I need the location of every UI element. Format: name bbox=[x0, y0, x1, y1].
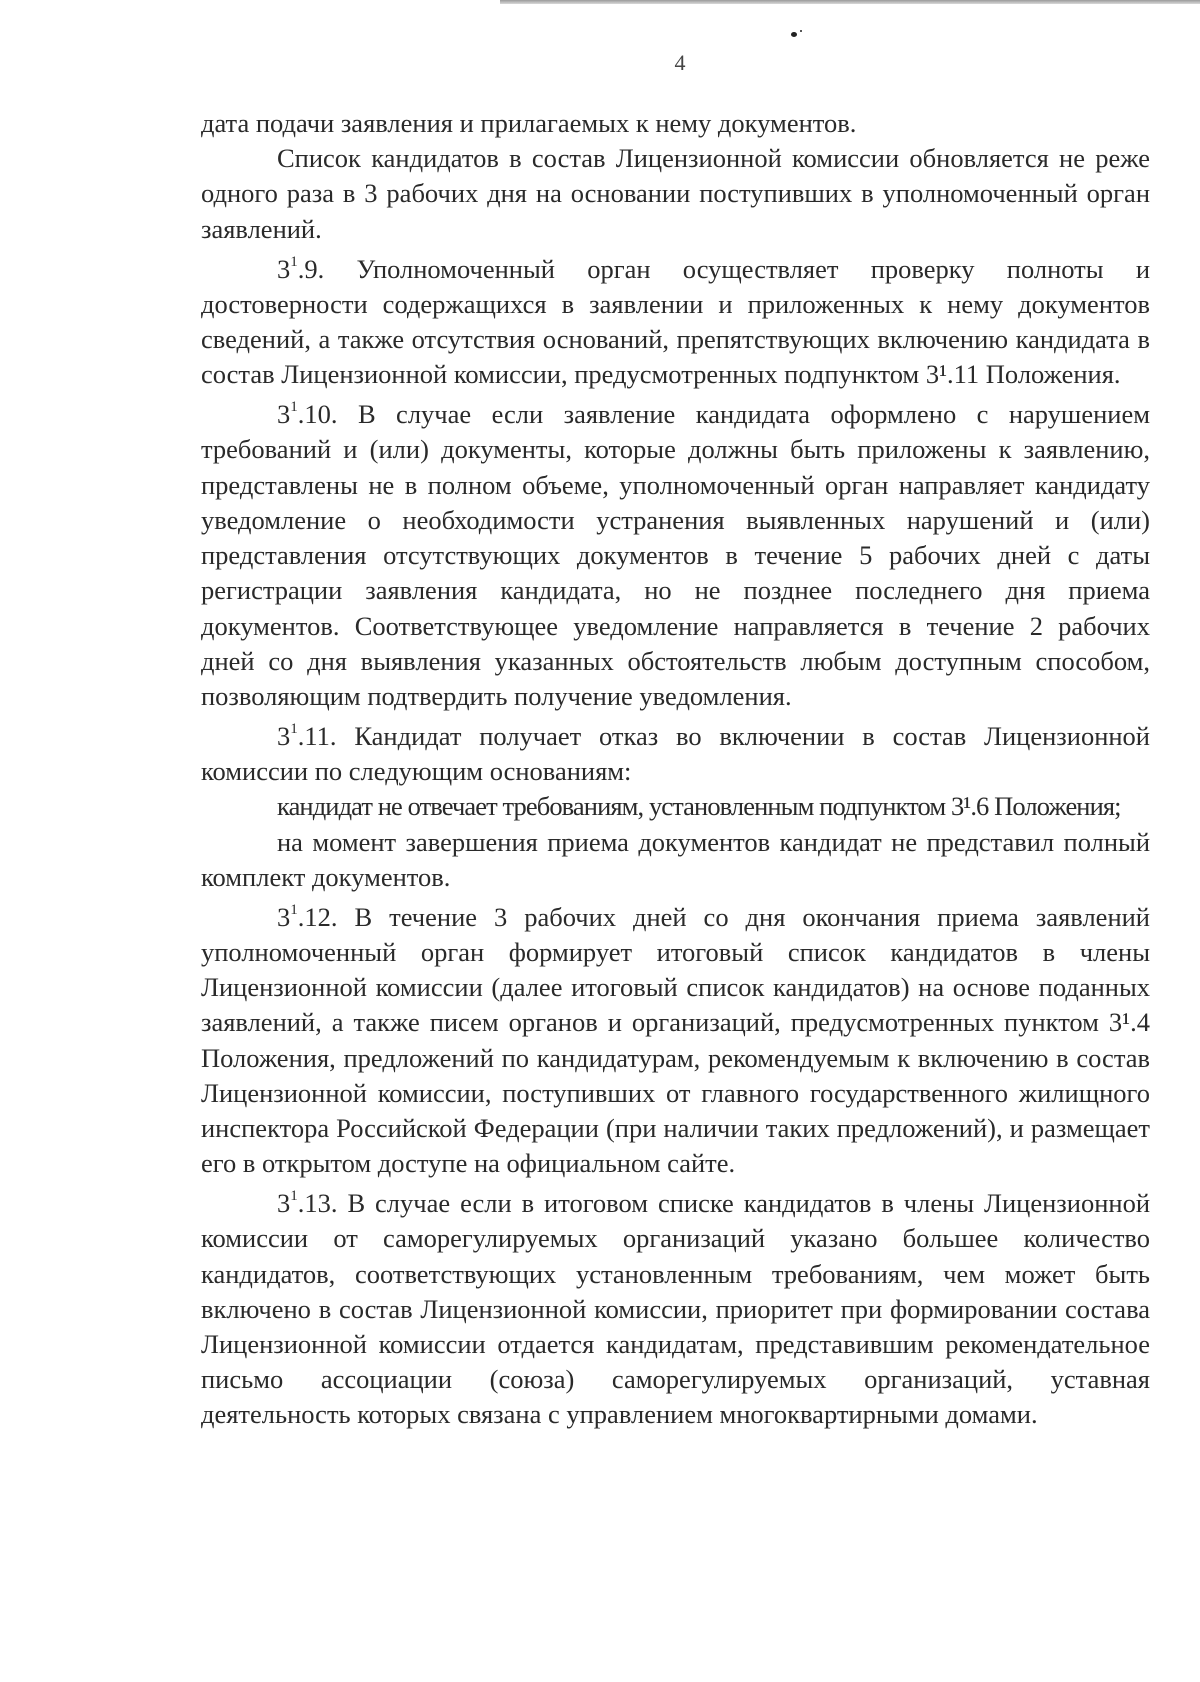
paragraph-text: кандидат не отвечает требованиям, установленным подпунктом 3¹.6 Положения; bbox=[277, 791, 1121, 822]
clause-number: $3^1.11$. bbox=[277, 720, 337, 751]
list-item bbox=[201, 789, 1150, 824]
clause-number: $3^1.10$. bbox=[277, 399, 338, 430]
document-body bbox=[201, 106, 1150, 1433]
paragraph-text: Кандидат получает отказ во включении в состав Лицензионной комиссии по следующим основаниям: bbox=[201, 720, 1150, 787]
paragraph-text: на момент завершения приема документов кандидат не представил полный комплект документов. bbox=[201, 826, 1150, 892]
clause-number: $3^1.9$. bbox=[277, 253, 325, 284]
paragraph-text: В случае если заявление кандидата оформлено с нарушением требований и (или) документы, которые должны быть приложены к заявлению, представлены не в полном объеме, уполномоченный орган направляет кандидату уведомление о необходимости устранения выявленных нарушений и (или) представления отсутствующих документов в течение 5 рабочих дней с даты регистрации заявления кандидата, но не позднее последнего дня приема документов. Соответствующее уведомление направляется в течение 2 рабочих дней со дня выявления указанных обстоятельств любым доступным способом, позволяющим подтвердить получение уведомления. bbox=[201, 399, 1150, 711]
paragraph-text: В случае если в итоговом списке кандидатов в члены Лицензионной комиссии от саморегулируемых организаций указано большее количество кандидатов, соответствующих установленным требованиям, чем может быть включено в состав Лицензионной комиссии, приоритет при формировании состава Лицензионной комиссии отдается кандидатам, представившим рекомендательное письмо ассоциации (союза) саморегулируемых организаций, уставная деятельность которых связана с управлением многоквартирными домами. bbox=[201, 1188, 1150, 1430]
paragraph bbox=[201, 106, 1150, 141]
scan-speck bbox=[800, 30, 802, 32]
paragraph-clause-10 bbox=[201, 392, 1150, 714]
paragraph-text: дата подачи заявления и прилагаемых к нему документов. bbox=[201, 108, 857, 138]
list-item bbox=[201, 825, 1150, 895]
paragraph bbox=[201, 141, 1150, 247]
clause-number: $3^1.12$. bbox=[277, 901, 338, 932]
paragraph-text: В течение 3 рабочих дней со дня окончания приема заявлений уполномоченный орган формирует итоговый список кандидатов в члены Лицензионной комиссии (далее итоговый список кандидатов) на основе поданных заявлений, а также писем органов и организаций, предусмотренных пунктом 3¹.4 Положения, предложений по кандидатурам, рекомендуемым к включению в состав Лицензионной комиссии, поступивших от главного государственного жилищного инспектора Российской Федерации (при наличии таких предложений), и размещает его в открытом доступе на официальном сайте. bbox=[201, 901, 1150, 1179]
clause-number: $3^1.13$. bbox=[277, 1188, 338, 1219]
paragraph-clause-12 bbox=[201, 895, 1150, 1181]
scan-top-edge bbox=[500, 0, 1200, 4]
paragraph-clause-11 bbox=[201, 714, 1150, 789]
paragraph-clause-13 bbox=[201, 1181, 1150, 1432]
paragraph-clause-9 bbox=[201, 247, 1150, 393]
page-number: 4 bbox=[674, 50, 686, 75]
scan-speck bbox=[791, 32, 797, 37]
paragraph-text: Список кандидатов в состав Лицензионной комиссии обновляется не реже одного раза в 3 рабочих дня на основании поступивших в уполномоченный орган заявлений. bbox=[201, 143, 1150, 244]
paragraph-text: Уполномоченный орган осуществляет проверку полноты и достоверности содержащихся в заявлении и приложенных к нему документов сведений, а также отсутствия оснований, препятствующих включению кандидата в состав Лицензионной комиссии, предусмотренных подпунктом 3¹.11 Положения. bbox=[201, 253, 1150, 390]
